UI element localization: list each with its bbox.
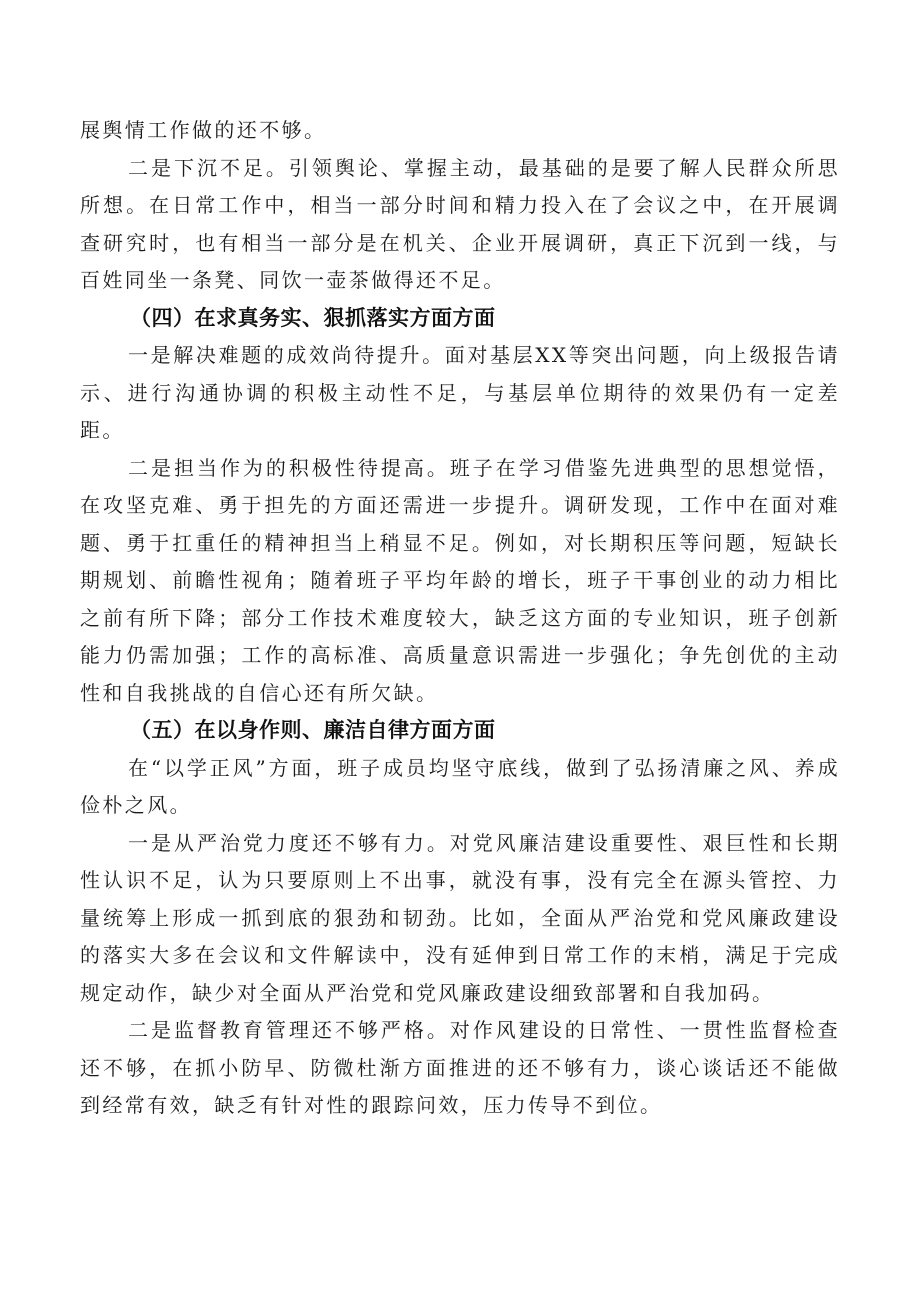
- document-body: [80, 112, 840, 1125]
- paragraph-supervision: 二是监督教育管理还不够严格。对作风建设的日常性、一贯性监督检查还不够，在抓小防早、防微杜渐方面推进的还不够有力，谈心谈话还不能做到经常有效，缺乏有针对性的跟踪问效，压力传导不到位。: [80, 1018, 840, 1117]
- continuation-paragraph: 展舆情工作做的还不够。: [80, 118, 327, 142]
- paragraph-problem-solving: 一是解决难题的成效尚待提升。面对基层XX等突出问题，向上级报告请示、进行沟通协调的积极主动性不足，与基层单位期待的效果仍有一定差距。: [80, 343, 840, 442]
- paragraph-responsibility: 二是担当作为的积极性待提高。班子在学习借鉴先进典型的思想觉悟，在攻坚克难、勇于担先的方面还需进一步提升。调研发现，工作中在面对难题、勇于扛重任的精神担当上稍显不足。例如，对长期积压等问题，短缺长期规划、前瞻性视角；随着班子平均年龄的增长，班子干事创业的动力相比之前有所下降；部分工作技术难度较大，缺乏这方面的专业知识，班子创新能力仍需加强；工作的高标准、高质量意识需进一步强化；争先创优的主动性和自我挑战的自信心还有所欠缺。: [80, 455, 840, 705]
- paragraph-sinking-shortfall: 二是下沉不足。引领舆论、掌握主动，最基础的是要了解人民群众所思所想。在日常工作中，相当一部分时间和精力投入在了会议之中，在开展调查研究时，也有相当一部分是在机关、企业开展调研，真正下沉到一线，与百姓同坐一条凳、同饮一壶茶做得还不足。: [80, 155, 840, 292]
- paragraph-party-discipline: 一是从严治党力度还不够有力。对党风廉洁建设重要性、艰巨性和长期性认识不足，认为只要原则上不出事，就没有事，没有完全在源头管控、力量统筹上形成一抓到底的狠劲和韧劲。比如，全面从严治党和党风廉政建设的落实大多在会议和文件解读中，没有延伸到日常工作的末梢，满足于完成规定动作，缺少对全面从严治党和党风廉政建设细致部署和自我加码。: [80, 830, 840, 1005]
- section-heading-five: （五）在以身作则、廉洁自律方面方面: [130, 718, 496, 742]
- section-heading-four: （四）在求真务实、狠抓落实方面方面: [130, 305, 496, 330]
- paragraph-integrity-intro: 在“以学正风”方面，班子成员均坚守底线，做到了弘扬清廉之风、养成俭朴之风。: [80, 755, 840, 817]
